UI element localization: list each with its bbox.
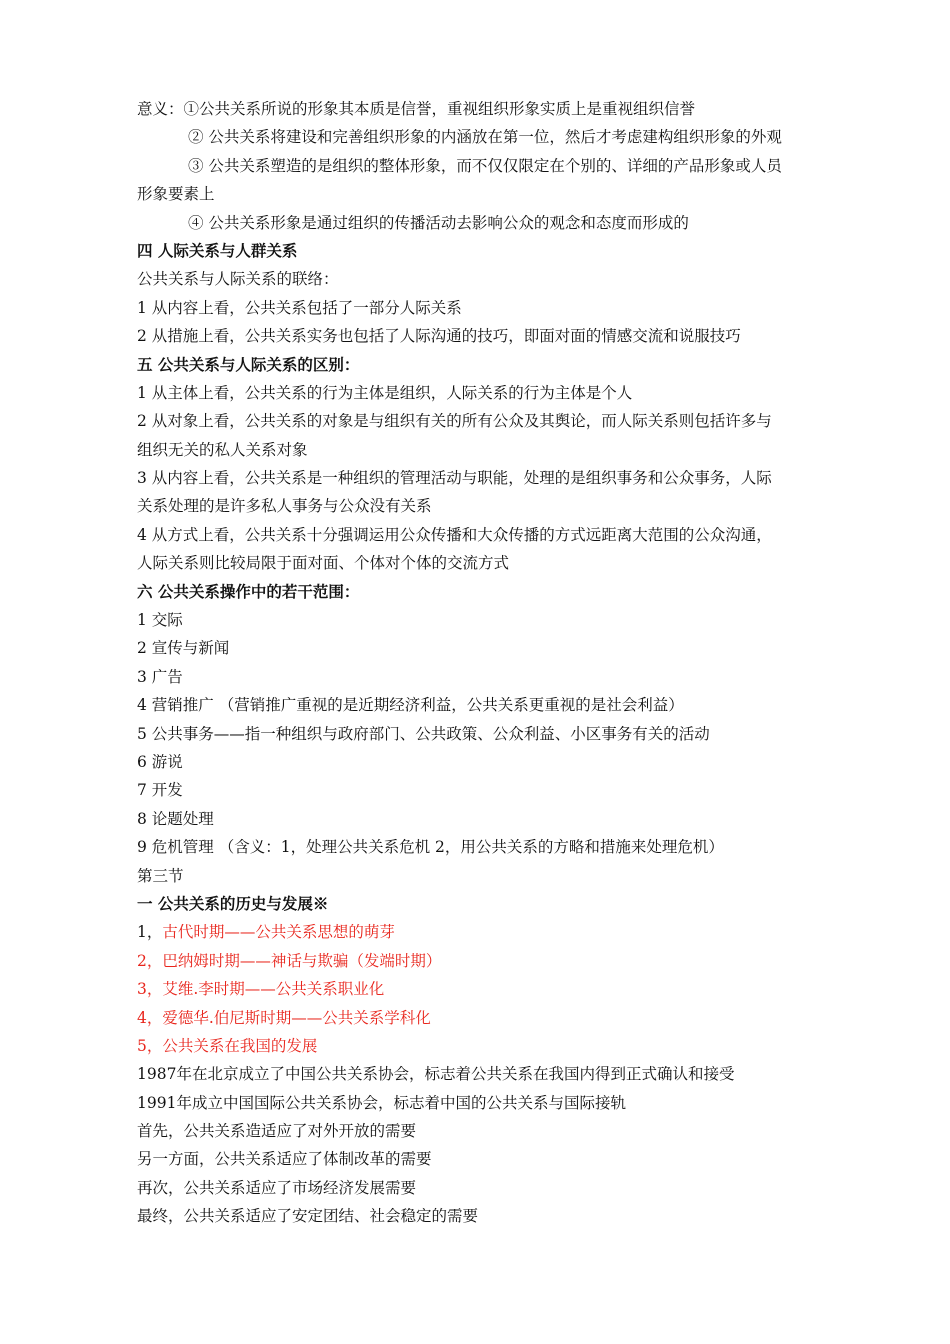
document-page: [137, 95, 867, 1231]
meaning-label: 意义：: [137, 100, 184, 118]
list-item: 1 从主体上看，公共关系的行为主体是组织，人际关系的行为主体是个人: [137, 383, 633, 402]
list-item: 1 从内容上看，公共关系包括了一部分人际关系: [137, 298, 462, 317]
fact-line: 1991年成立中国国际公共关系协会，标志着中国的公共关系与国际接轨: [137, 1093, 626, 1112]
section-heading: 一 公共关系的历史与发展※: [137, 893, 329, 913]
history-item: 2，巴纳姆时期——神话与欺骗（发端时期）: [137, 951, 442, 970]
fact-line: 首先，公共关系造适应了对外开放的需要: [137, 1122, 417, 1141]
list-item: 9 危机管理 （含义：1，处理公共关系危机 2，用公共关系的方略和措施来处理危机）: [137, 838, 724, 857]
history-text: 古代时期——公共关系思想的萌芽: [162, 923, 395, 942]
meaning-item: ③ 公共关系塑造的是组织的整体形象，而不仅仅限定在个别的、详细的产品形象或人员: [188, 156, 782, 175]
list-item: 5 公共事务——指一种组织与政府部门、公共政策、公众利益、小区事务有关的活动: [137, 724, 710, 743]
history-item: [137, 918, 867, 946]
list-item: 6 游说: [137, 752, 183, 771]
history-item: 5，公共关系在我国的发展: [137, 1036, 318, 1055]
chapter-title: 第三节: [137, 866, 184, 885]
meaning-item: ①公共关系所说的形象其本质是信誉，重视组织形象实质上是重视组织信誉: [183, 100, 696, 118]
list-item: 7 开发: [137, 781, 183, 800]
list-item: 3 从内容上看，公共关系是一种组织的管理活动与职能，处理的是组织事务和公众事务，人际: [137, 469, 772, 488]
section-heading: 六 公共关系操作中的若干范围：: [137, 581, 360, 601]
list-item: 2 宣传与新闻: [137, 639, 230, 658]
meaning-item-continuation: 形象要素上: [137, 185, 215, 204]
list-item: 1 交际: [137, 611, 183, 630]
list-item: 8 论题处理: [137, 809, 214, 828]
list-item-continuation: 组织无关的私人关系对象: [137, 440, 308, 459]
section-heading: 五 公共关系与人际关系的区别：: [137, 354, 360, 374]
fact-line: 最终，公共关系适应了安定团结、社会稳定的需要: [137, 1207, 479, 1226]
list-item: 3 广告: [137, 667, 183, 686]
list-item: 4 从方式上看，公共关系十分强调运用公众传播和大众传播的方式远距离大范围的公众沟通，: [137, 525, 772, 544]
list-item: 4 营销推广 （营销推广重视的是近期经济利益，公共关系更重视的是社会利益）: [137, 696, 684, 715]
list-item-continuation: 人际关系则比较局限于面对面、个体对个体的交流方式: [137, 554, 510, 573]
section-heading: 四 人际关系与人群关系: [137, 240, 298, 260]
fact-line: 另一方面，公共关系适应了体制改革的需要: [137, 1150, 432, 1169]
history-number: 1，: [137, 923, 163, 942]
list-item: 2 从措施上看，公共关系实务也包括了人际沟通的技巧，即面对面的情感交流和说服技巧: [137, 327, 741, 346]
list-item: 2 从对象上看，公共关系的对象是与组织有关的所有公众及其舆论，而人际关系则包括许多与: [137, 412, 772, 431]
fact-line: 再次，公共关系适应了市场经济发展需要: [137, 1178, 417, 1197]
list-item-continuation: 关系处理的是许多私人事务与公众没有关系: [137, 497, 432, 516]
section-intro: 公共关系与人际关系的联络：: [137, 270, 339, 289]
meaning-item: ④ 公共关系形象是通过组织的传播活动去影响公众的观念和态度而形成的: [188, 213, 689, 232]
meaning-line-1: [137, 95, 867, 123]
history-item: 3，艾维.李时期——公共关系职业化: [137, 980, 385, 999]
history-item: 4，爱德华.伯尼斯时期——公共关系学科化: [137, 1008, 431, 1027]
meaning-item: ② 公共关系将建设和完善组织形象的内涵放在第一位，然后才考虑建构组织形象的外观: [188, 128, 782, 147]
fact-line: 1987年在北京成立了中国公共关系协会，标志着公共关系在我国内得到正式确认和接受: [137, 1065, 735, 1084]
